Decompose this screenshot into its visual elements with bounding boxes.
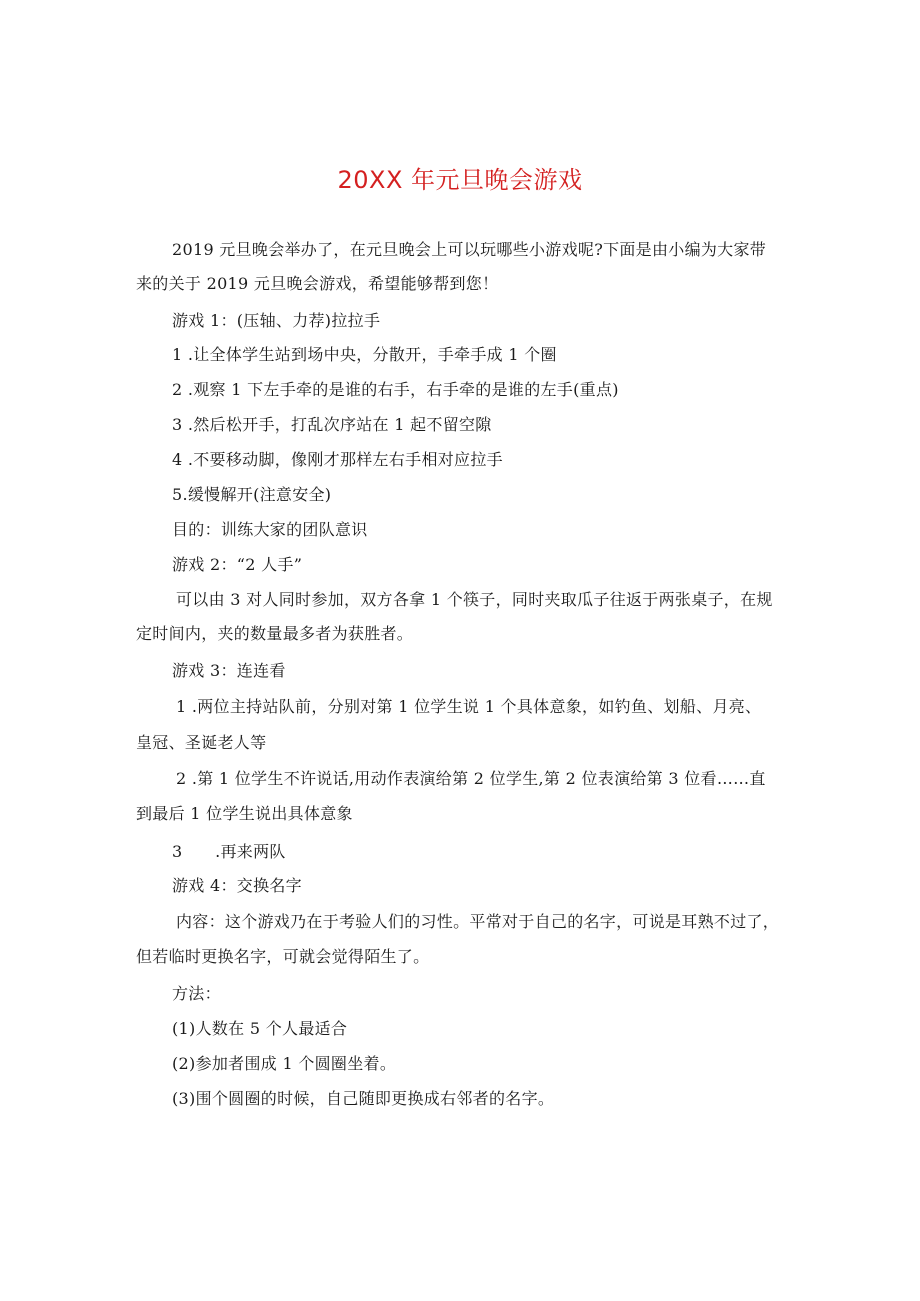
intro-paragraph-line-2: 来的关于 2019 元旦晚会游戏，希望能够帮到您！	[136, 274, 499, 293]
game3-step-2-line-1: 2 .第 1 位学生不许说话,用动作表演给第 2 位学生,第 2 位表演给第 3 位看……直	[176, 769, 766, 788]
game3-heading: 游戏 3：连连看	[172, 661, 286, 680]
game1-step-1: 1 .让全体学生站到场中央，分散开，手牵手成 1 个圈	[172, 345, 557, 364]
document-title: 20XX 年元旦晚会游戏	[337, 166, 583, 194]
game2-description-line-1: 可以由 3 对人同时参加，双方各拿 1 个筷子，同时夹取瓜子往返于两张桌子，在规	[176, 590, 773, 609]
game1-step-4: 4 .不要移动脚，像刚才那样左右手相对应拉手	[172, 450, 503, 469]
game4-method-3: (3)围个圆圈的时候，自己随即更换成右邻者的名字。	[172, 1089, 555, 1108]
game4-content-line-2: 但若临时更换名字，可就会觉得陌生了。	[136, 947, 430, 966]
game3-step-2-line-2: 到最后 1 位学生说出具体意象	[136, 804, 353, 823]
game1-goal: 目的：训练大家的团队意识	[172, 520, 368, 539]
game4-method-2: (2)参加者围成 1 个圆圈坐着。	[172, 1054, 397, 1073]
game1-heading: 游戏 1：(压轴、力荐)拉拉手	[172, 311, 381, 330]
game2-heading: 游戏 2：“2 人手”	[172, 555, 303, 574]
game4-heading: 游戏 4：交换名字	[172, 876, 302, 895]
game3-step-3: 3 .再来两队	[172, 842, 286, 861]
game1-step-5: 5.缓慢解开(注意安全)	[172, 485, 332, 504]
game2-description-line-2: 定时间内，夹的数量最多者为获胜者。	[136, 624, 414, 643]
game4-method-1: (1)人数在 5 个人最适合	[172, 1019, 348, 1038]
game3-step-1-line-2: 皇冠、圣诞老人等	[136, 733, 267, 752]
game1-step-3: 3 .然后松开手，打乱次序站在 1 起不留空隙	[172, 415, 492, 434]
game3-step-1-line-1: 1 .两位主持站队前，分别对第 1 位学生说 1 个具体意象，如钓鱼、划船、月亮、	[176, 697, 762, 716]
game4-method-heading: 方法：	[172, 984, 221, 1003]
intro-paragraph-line-1: 2019 元旦晚会举办了，在元旦晚会上可以玩哪些小游戏呢?下面是由小编为大家带	[172, 240, 767, 259]
game4-content-line-1: 内容：这个游戏乃在于考验人们的习性。平常对于自己的名字，可说是耳熟不过了，	[176, 912, 780, 931]
game1-step-2: 2 .观察 1 下左手牵的是谁的右手，右手牵的是谁的左手(重点)	[172, 380, 619, 399]
